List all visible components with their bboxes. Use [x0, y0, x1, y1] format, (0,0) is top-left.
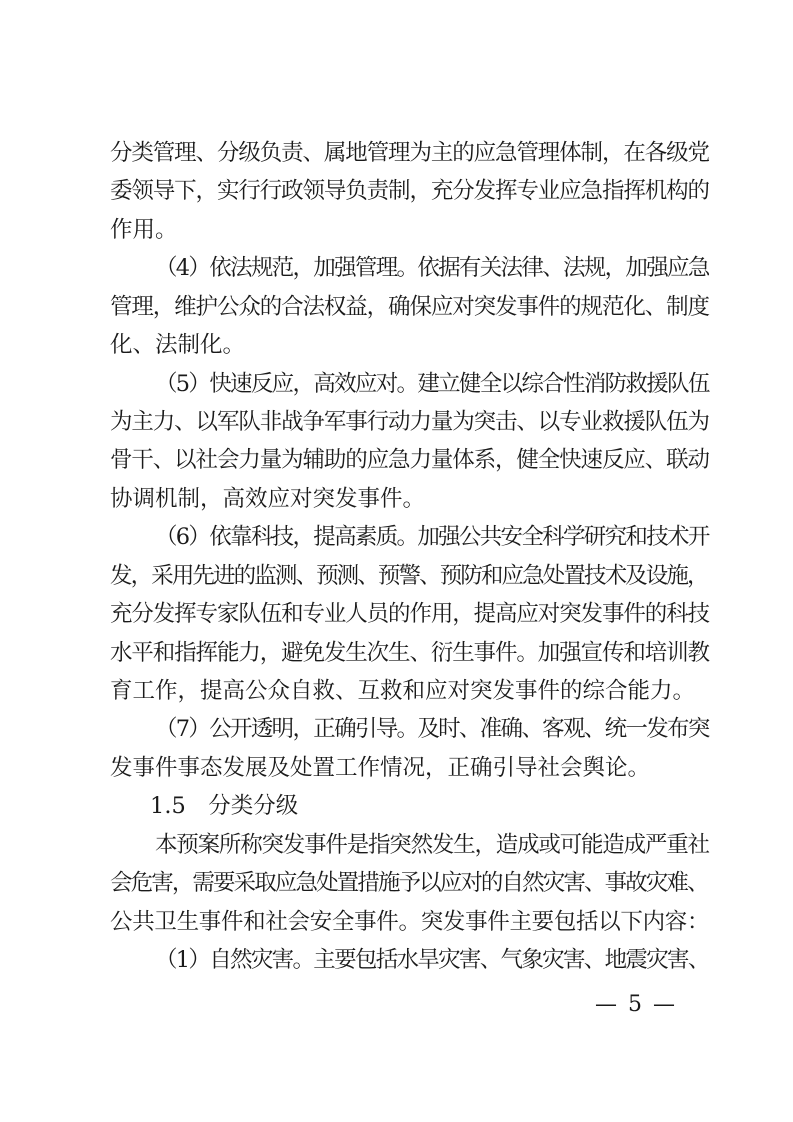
section-heading: 1.5 分类分级 — [150, 793, 299, 819]
paragraph-line: 水平和指挥能力，避免发生次生、衍生事件。加强宣传和培训教 — [110, 640, 709, 666]
paragraph-line: 为主力、以军队非战争军事行动力量为突击、以专业救援队伍为 — [110, 409, 709, 435]
paragraph-line: 化、法制化。 — [110, 332, 246, 358]
paragraph-line: 发，采用先进的监测、预测、预警、预防和应急处置技术及设施， — [110, 563, 708, 589]
paragraph-line: 作用。 — [110, 217, 178, 243]
paragraph-line: 骨干、以社会力量为辅助的应急力量体系，健全快速反应、联动 — [110, 447, 709, 473]
paragraph-line: 协调机制，高效应对突发事件。 — [110, 486, 426, 512]
paragraph-line: （5）快速反应，高效应对。建立健全以综合性消防救援队伍 — [155, 371, 709, 397]
paragraph-line: 委领导下，实行行政领导负责制，充分发挥专业应急指挥机构的 — [110, 178, 709, 204]
paragraph-line: 充分发挥专家队伍和专业人员的作用，提高应对突发事件的科技 — [110, 601, 709, 627]
paragraph-line: 会危害，需要采取应急处置措施予以应对的自然灾害、事故灾难、 — [110, 870, 708, 896]
paragraph-line: 发事件事态发展及处置工作情况，正确引导社会舆论。 — [110, 755, 651, 781]
paragraph-line: 本预案所称突发事件是指突然发生，造成或可能造成严重社 — [155, 832, 709, 858]
paragraph-line: （6）依靠科技，提高素质。加强公共安全科学研究和技术开 — [155, 524, 709, 550]
paragraph-line: 管理，维护公众的合法权益，确保应对突发事件的规范化、制度 — [110, 294, 709, 320]
paragraph-line: 育工作，提高公众自救、互救和应对突发事件的综合能力。 — [110, 678, 696, 704]
paragraph-line: 分类管理、分级负责、属地管理为主的应急管理体制，在各级党 — [110, 140, 709, 166]
paragraph-line: （7）公开透明，正确引导。及时、准确、客观、统一发布突 — [155, 716, 709, 742]
paragraph-line: （1）自然灾害。主要包括水旱灾害、气象灾害、地震灾害、 — [155, 947, 709, 973]
page-number: — 5 — — [595, 992, 677, 1017]
paragraph-line: （4）依法规范，加强管理。依据有关法律、法规，加强应急 — [155, 255, 709, 281]
paragraph-line: 公共卫生事件和社会安全事件。突发事件主要包括以下内容： — [110, 909, 710, 935]
